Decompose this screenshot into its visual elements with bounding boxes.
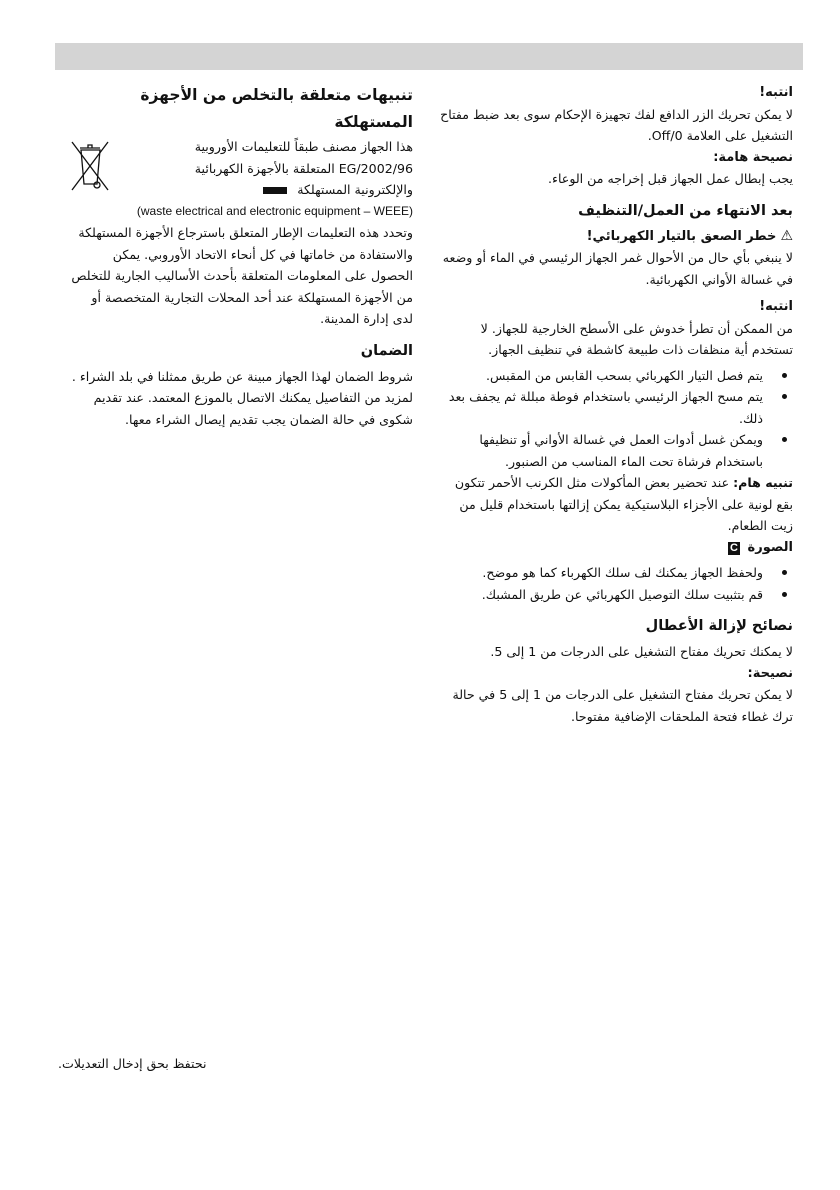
crossed-out-wheelie-bin-icon (70, 138, 110, 200)
cleaning-steps-list (440, 365, 793, 473)
list-item: يتم مسح الجهاز الرئيسي باستخدام فوطة مبللة ثم يجفف بعد ذلك. (440, 386, 763, 429)
important-note: تنبيه هام: عند تحضير بعض المأكولات مثل الكرنب الأحمر تتكون بقع لونية على الأجزاء البلاستيكية يمكن إزالتها باستخدام قليل من زيت الطعام. (454, 475, 793, 533)
warning-icon: ⚠ (780, 227, 793, 244)
attention-title: انتبه! (759, 85, 793, 100)
list-item: ولحفظ الجهاز يمكنك لف سلك الكهرباء كما هو موضح. (440, 562, 763, 584)
weee-black-bar (263, 187, 287, 194)
disposal-heading: تنبيهات متعلقة بالتخلص من الأجهزة المستهلكة (140, 86, 413, 131)
tip-title: نصيحة هامة: (713, 149, 793, 165)
shock-warning-text: لا ينبغي بأي حال من الأحوال غمر الجهاز الرئيسي في الماء أو وضعه في غسالة الأواني الكهربائية. (442, 250, 793, 287)
weee-english-line: (waste electrical and electronic equipment – WEEE) (136, 203, 413, 218)
figure-reference: الصورة C (730, 539, 793, 555)
attention-text: لا يمكن تحريك الزر الدافع لفك تجهيزة الإحكام سوى بعد ضبط مفتاح التشغيل على العلامة Off/0. (440, 106, 793, 143)
tip-text-2: لا يمكن تحريك مفتاح التشغيل على الدرجات من 1 إلى 5 في حالة ترك غطاء فتحة الملحقات الإضافية مفتوحا. (452, 687, 793, 724)
shock-warning-title: ⚠خطر الصعق بالتيار الكهربائي! (586, 227, 793, 244)
disposal-text: وتحدد هذه التعليمات الإطار المتعلق باسترجاع الأجهزة المستهلكة والاستفادة من خاماتها في كل أنحاء الاتحاد الأوروبي. يمكن الحصول على المعلومات المتعلقة بأحدث الأساليب الجارية للتخلص من الأجهزة المستهلكة عند أحد المحلات التجارية المتخصصة أو لدى إدارة المدينة. (71, 225, 413, 326)
list-item: ويمكن غسل أدوات العمل في غسالة الأواني أو تنظيفها باستخدام فرشاة تحت الماء المناسب من الصنبور. (440, 429, 763, 472)
left-column (70, 82, 413, 430)
weee-line: هذا الجهاز مصنف طبقاً للتعليمات الأوروبية (194, 139, 413, 154)
warranty-heading: الضمان (360, 342, 413, 359)
weee-line: والإلكترونية المستهلكة (120, 179, 413, 201)
right-column (440, 82, 793, 727)
weee-block (70, 136, 413, 201)
header-bar (55, 43, 803, 70)
figure-c-badge: C (730, 541, 738, 554)
storage-steps-list (440, 562, 793, 605)
attention-title-2: انتبه! (759, 299, 793, 314)
footer-note: نحتفظ بحق إدخال التعديلات. (58, 1056, 207, 1071)
weee-line: 2002/96/EG المتعلقة بالأجهزة الكهربائية (194, 160, 413, 176)
warranty-text: شروط الضمان لهذا الجهاز مبينة عن طريق ممثلنا في بلد الشراء . لمزيد من التفاصيل يمكنك الاتصال بالموزع المعتمد. عند تقديم شكوى في حالة الضمان يجب تقديم إيصال الشراء معها. (71, 368, 413, 427)
tip-title-2: نصيحة: (747, 665, 793, 681)
important-note-label: تنبيه هام: (733, 475, 793, 490)
cleaning-heading: بعد الانتهاء من العمل/التنظيف (578, 202, 793, 219)
list-item: يتم فصل التيار الكهربائي بسحب القابس من المقبس. (440, 365, 763, 387)
troubleshooting-heading: نصائح لإزالة الأعطال (645, 618, 793, 634)
tip-text: يجب إبطال عمل الجهاز قبل إخراجه من الوعاء. (548, 171, 793, 186)
troubleshooting-text: لا يمكنك تحريك مفتاح التشغيل على الدرجات من 1 إلى 5. (490, 644, 793, 659)
list-item: قم بتثبيت سلك التوصيل الكهربائي عن طريق المشبك. (440, 584, 763, 606)
attention-text-2: من الممكن أن تطرأ خدوش على الأسطح الخارجية للجهاز. لا تستخدم أية منظفات ذات طبيعة كاشطة في تنظيف الجهاز. (480, 320, 793, 357)
